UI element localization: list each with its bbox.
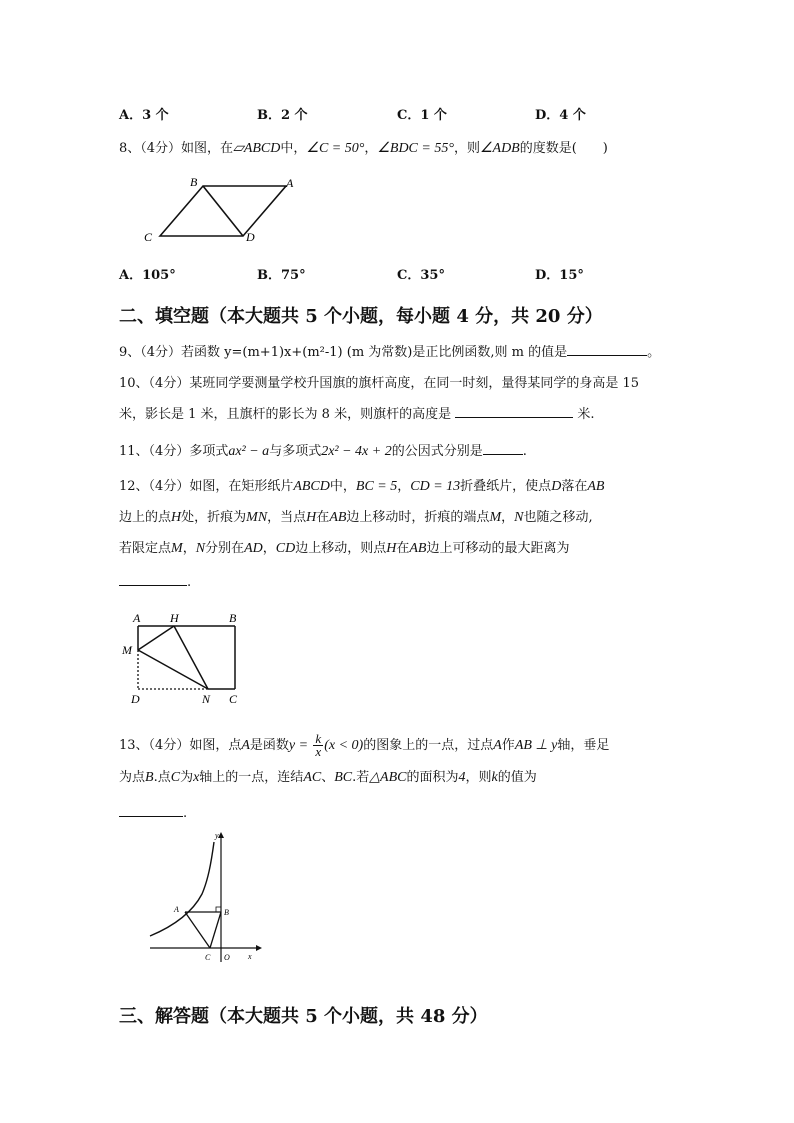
q7-option-b: B．2 个 (257, 108, 308, 123)
q8-stem: 8、（4分）如图，在▱ABCD中，∠C = 50°，∠BDC = 55°，则∠ADB的度数是( ) (119, 141, 608, 156)
q8-label-d: D (246, 230, 255, 244)
q11-stem: 11、（4分）多项式ax² − a与多项式2x² − 4x + 2的公因式分别是 . (119, 444, 527, 459)
q9-answer-blank[interactable] (567, 343, 647, 356)
q13-answer-line: . (119, 804, 187, 822)
q13-label-a: A (174, 905, 179, 914)
q7-option-d: D．4 个 (535, 108, 586, 123)
q12-label-c: C (229, 692, 238, 706)
q8-label-a: A (286, 176, 294, 190)
q13-line2: 为点B.点C为x轴上的一点，连结AC、BC.若△ABC的面积为4，则k的值为 (119, 770, 537, 785)
q13-label-c: C (205, 953, 211, 962)
q8-option-b: B．75° (257, 268, 306, 283)
q12-answer-line: . (119, 573, 191, 591)
q9-stem: 9、（4分）若函数 y=(m+1)x+(m²-1) (m 为常数)是正比例函数,则 m 的值是 。 (119, 345, 661, 360)
q7-option-a: A．3 个 (119, 108, 169, 123)
q12-line2: 边上的点H处，折痕为MN，当点H在AB边上移动时，折痕的端点M，N也随之移动, (119, 510, 593, 525)
q11-answer-blank[interactable] (483, 442, 523, 455)
q12-label-b: B (229, 611, 237, 625)
q8-parallelogram-figure (140, 172, 300, 248)
q12-line3: 若限定点M，N分别在AD，CD边上移动，则点H在AB边上可移动的最大距离为 (119, 541, 570, 556)
q10-line1: 10、（4分）某班同学要测量学校升国旗的旗杆高度，在同一时刻，量得某同学的身高是 15 (119, 376, 639, 391)
q13-label-b: B (224, 908, 229, 917)
q12-rectangle-figure (118, 610, 248, 708)
q12-answer-blank[interactable] (119, 573, 187, 586)
q8-label-b: B (190, 175, 198, 189)
q13-label-x: x (248, 952, 252, 961)
q12-label-a: A (133, 611, 141, 625)
q13-label-o: O (224, 953, 230, 962)
q13-line1: 13、（4分）如图，点A是函数y = $\frac{k}{x}$ (x < 0)的图象上的一点，过点A作AB ⊥ y轴，垂足 (119, 731, 610, 759)
q13-label-y: y (215, 831, 219, 840)
section2-title: 二、填空题（本大题共 5 个小题，每小题 4 分，共 20 分） (119, 306, 603, 327)
q13-graph-figure (144, 828, 264, 968)
q12-label-h: H (170, 611, 179, 625)
q8-label-c: C (144, 230, 153, 244)
section3-title: 三、解答题（本大题共 5 个小题，共 48 分） (119, 1006, 488, 1027)
q10-line2: 米，影长是 1 米，且旗杆的影长为 8 米，则旗杆的高度是 米. (119, 407, 595, 422)
q12-label-m: M (122, 643, 132, 657)
q10-answer-blank[interactable] (455, 405, 573, 418)
q8-option-a: A．105° (119, 268, 176, 283)
q12-label-d: D (131, 692, 140, 706)
q12-label-n: N (202, 692, 211, 706)
q7-option-c: C．1 个 (397, 108, 447, 123)
q13-answer-blank[interactable] (119, 804, 183, 817)
q13-fraction: $\frac{k}{x}$ (313, 733, 323, 758)
q12-line1: 12、（4分）如图，在矩形纸片ABCD中，BC = 5，CD = 13折叠纸片，使点D落在AB (119, 479, 605, 494)
q8-option-c: C．35° (397, 268, 445, 283)
q8-option-d: D．15° (535, 268, 584, 283)
